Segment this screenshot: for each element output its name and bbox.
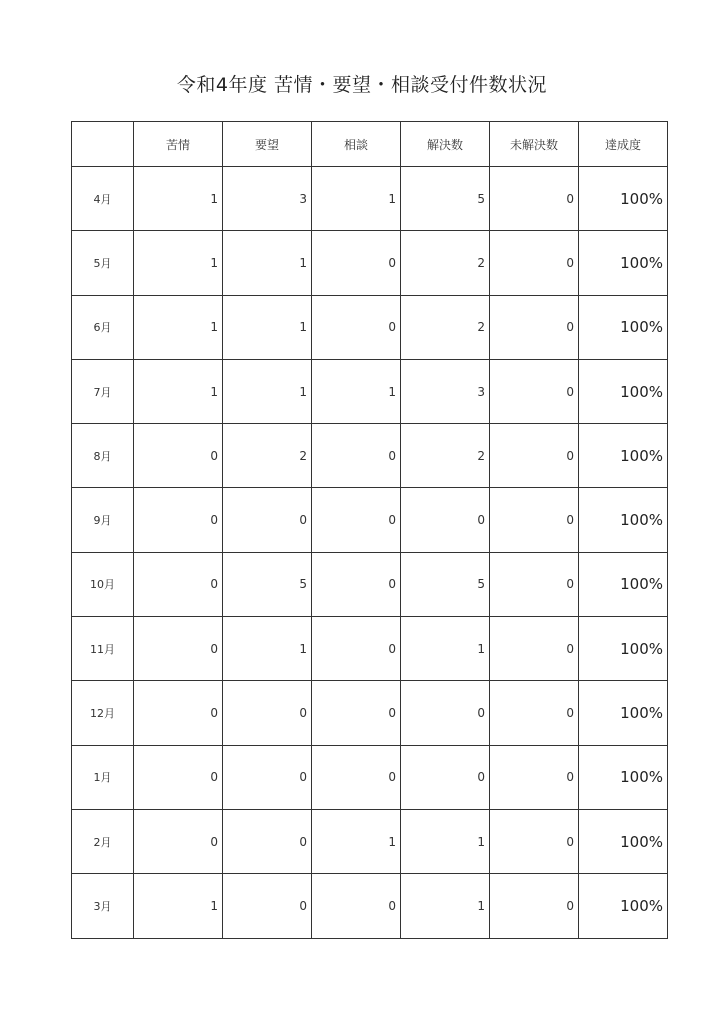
month-cell: 6月 [72, 295, 134, 359]
achievement-cell: 100% [579, 295, 668, 359]
unresolved-cell: 0 [490, 617, 579, 681]
unresolved-cell: 0 [490, 809, 579, 873]
consultation-cell: 0 [312, 488, 401, 552]
table-row [72, 295, 668, 359]
header-consultation: 相談 [312, 122, 401, 167]
request-cell: 5 [223, 552, 312, 616]
header-request: 要望 [223, 122, 312, 167]
table-row [72, 809, 668, 873]
month-cell: 7月 [72, 359, 134, 423]
complaint-cell: 0 [134, 617, 223, 681]
unresolved-cell: 0 [490, 424, 579, 488]
request-cell: 1 [223, 231, 312, 295]
header-achievement: 達成度 [579, 122, 668, 167]
achievement-cell: 100% [579, 745, 668, 809]
consultation-cell: 0 [312, 617, 401, 681]
resolved-cell: 1 [401, 874, 490, 938]
month-cell: 3月 [72, 874, 134, 938]
month-cell: 11月 [72, 617, 134, 681]
consultation-cell: 0 [312, 552, 401, 616]
complaint-cell: 1 [134, 295, 223, 359]
achievement-cell: 100% [579, 424, 668, 488]
complaint-status-table [71, 121, 668, 939]
complaint-cell: 0 [134, 488, 223, 552]
complaint-cell: 1 [134, 874, 223, 938]
header-unresolved: 未解決数 [490, 122, 579, 167]
table-row [72, 231, 668, 295]
consultation-cell: 1 [312, 167, 401, 231]
consultation-cell: 0 [312, 231, 401, 295]
table-row [72, 488, 668, 552]
request-cell: 3 [223, 167, 312, 231]
table-row [72, 874, 668, 938]
complaint-cell: 0 [134, 424, 223, 488]
month-cell: 9月 [72, 488, 134, 552]
unresolved-cell: 0 [490, 295, 579, 359]
month-cell: 2月 [72, 809, 134, 873]
header-resolved: 解決数 [401, 122, 490, 167]
achievement-cell: 100% [579, 681, 668, 745]
unresolved-cell: 0 [490, 745, 579, 809]
complaint-cell: 1 [134, 359, 223, 423]
consultation-cell: 1 [312, 359, 401, 423]
month-cell: 1月 [72, 745, 134, 809]
consultation-cell: 0 [312, 424, 401, 488]
resolved-cell: 3 [401, 359, 490, 423]
resolved-cell: 0 [401, 745, 490, 809]
consultation-cell: 0 [312, 681, 401, 745]
achievement-cell: 100% [579, 874, 668, 938]
unresolved-cell: 0 [490, 359, 579, 423]
request-cell: 0 [223, 874, 312, 938]
resolved-cell: 1 [401, 809, 490, 873]
table-row [72, 617, 668, 681]
complaint-cell: 0 [134, 681, 223, 745]
complaint-cell: 0 [134, 745, 223, 809]
achievement-cell: 100% [579, 231, 668, 295]
complaint-cell: 1 [134, 231, 223, 295]
month-cell: 4月 [72, 167, 134, 231]
consultation-cell: 0 [312, 874, 401, 938]
resolved-cell: 5 [401, 167, 490, 231]
resolved-cell: 2 [401, 295, 490, 359]
unresolved-cell: 0 [490, 488, 579, 552]
request-cell: 1 [223, 359, 312, 423]
header-blank [72, 122, 134, 167]
request-cell: 0 [223, 488, 312, 552]
achievement-cell: 100% [579, 617, 668, 681]
table-row [72, 681, 668, 745]
complaint-cell: 1 [134, 167, 223, 231]
unresolved-cell: 0 [490, 874, 579, 938]
achievement-cell: 100% [579, 167, 668, 231]
resolved-cell: 5 [401, 552, 490, 616]
complaint-cell: 0 [134, 809, 223, 873]
consultation-cell: 1 [312, 809, 401, 873]
table-row [72, 359, 668, 423]
request-cell: 1 [223, 295, 312, 359]
achievement-cell: 100% [579, 488, 668, 552]
consultation-cell: 0 [312, 745, 401, 809]
resolved-cell: 2 [401, 424, 490, 488]
table-row [72, 167, 668, 231]
resolved-cell: 0 [401, 681, 490, 745]
table-row [72, 552, 668, 616]
resolved-cell: 0 [401, 488, 490, 552]
request-cell: 2 [223, 424, 312, 488]
achievement-cell: 100% [579, 552, 668, 616]
month-cell: 10月 [72, 552, 134, 616]
request-cell: 1 [223, 617, 312, 681]
month-cell: 8月 [72, 424, 134, 488]
request-cell: 0 [223, 745, 312, 809]
month-cell: 5月 [72, 231, 134, 295]
consultation-cell: 0 [312, 295, 401, 359]
request-cell: 0 [223, 809, 312, 873]
achievement-cell: 100% [579, 809, 668, 873]
unresolved-cell: 0 [490, 231, 579, 295]
complaint-cell: 0 [134, 552, 223, 616]
resolved-cell: 2 [401, 231, 490, 295]
unresolved-cell: 0 [490, 552, 579, 616]
month-cell: 12月 [72, 681, 134, 745]
header-complaint: 苦情 [134, 122, 223, 167]
achievement-cell: 100% [579, 359, 668, 423]
unresolved-cell: 0 [490, 681, 579, 745]
table-row [72, 745, 668, 809]
resolved-cell: 1 [401, 617, 490, 681]
header-row [72, 122, 668, 167]
table-row [72, 424, 668, 488]
page-title: 令和4年度 苦情・要望・相談受付件数状況 [176, 74, 548, 96]
unresolved-cell: 0 [490, 167, 579, 231]
request-cell: 0 [223, 681, 312, 745]
